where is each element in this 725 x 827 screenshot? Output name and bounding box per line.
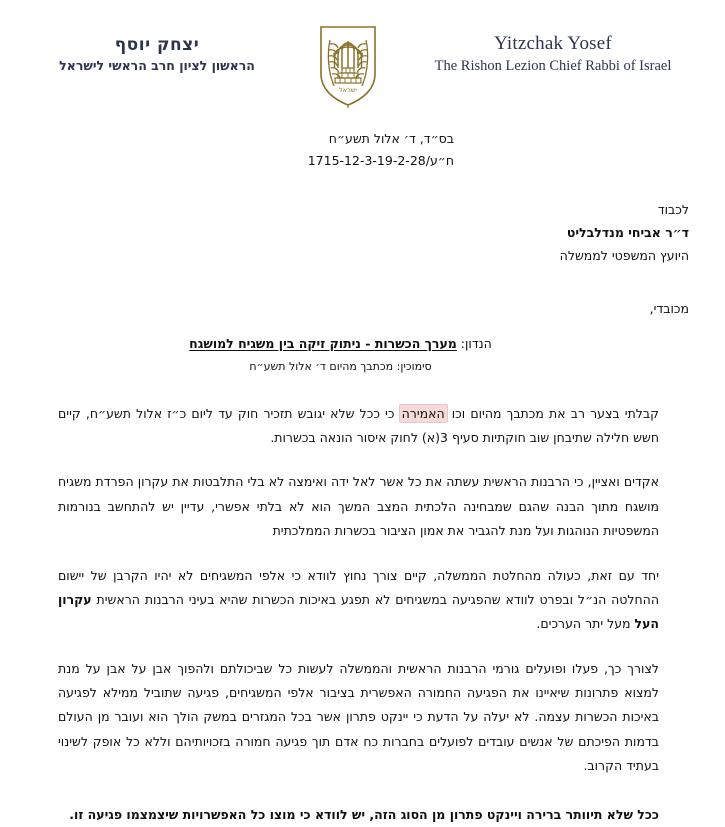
paragraph-1-part-b: כי ככל שלא יגובש תזכיר חוק עד ליום כ״ז אלול תשע״ח, קיים חשש חלילה שתיבחן שוב חוקתיות סעיף 3(א) לחוק איסור הונאה בכשרות. [58, 405, 659, 446]
addressee-salutation-line: לכבוד [657, 201, 689, 217]
hebrew-date: בס״ד, ד׳ אלול תשע״ח [328, 131, 454, 146]
paragraph-1-part-a: קבלתי בצער רב את מכתבך מהיום וכו [446, 405, 659, 421]
letterhead-english-name: Yitzchak Yosef [494, 33, 612, 54]
paragraph-4: לצורך כך, פעלו ופועלים גורמי הרבנות הראשית והממשלה לעשות כל שביכולתם ולהפוך אבן על אבן על מנת למצוא פתרונות שיאיינו את הפגיעה החמורה האפשרית בציבור אלפי המשגיחים, פגיעה שתוביל ממילא לפגיעה באיכות הכשרות עצמה. לא יעלה על הדעת כי יינקט פתרון אשר בכל המגזרים במשק הולך הוא ועובר מן העולם בדמות הפיכתם של אנשים עובדים לפועלים בחברות כח אדם תוך פגיעה חמורה בזכויותיהם וללא כל אופק לשינוי בעתיד הקרוב. [58, 660, 659, 774]
letterhead [0, 0, 725, 94]
letterhead-hebrew-title: הראשון לציון חרב הראשי לישראל [59, 58, 255, 74]
paragraph-5: ככל שלא תיוותר ברירה ויינקט פתרון מן הסוג הזה, יש לוודא כי מוצו כל האפשרויות שיצמצמו פגיעה זו. [69, 806, 659, 822]
subject-block [36, 334, 689, 376]
subject-label: הנדון: [456, 336, 492, 352]
paragraph-3-emphasis: עקרון העל [58, 591, 659, 632]
highlighted-phrase: האמירה [401, 405, 445, 421]
addressee-role: היועץ המשפטי לממשלה [559, 248, 689, 263]
letterhead-english-title: The Rishon Lezion Chief Rabbi of Israel [434, 57, 672, 74]
greeting: מכובדי, [649, 301, 689, 317]
addressee-name: ד״ר אביחי מנדלבליט [566, 224, 689, 240]
reference-number: ח״ע/1715-12-3-19-2-28 [307, 152, 454, 168]
letterhead-hebrew [22, 22, 292, 74]
date-block [264, 128, 454, 172]
paragraph-3 [36, 564, 689, 637]
paragraph-2: אקדים ואציין, כי הרבנות הראשית עשתה את כל אשר לאל ידה ואימצה לא בלי התלבטות את עקרון הפרדת משגיח מושגח מתוך הבנה שהגם שמבחינה הלכתית המצב המשך הוא לא בלתי אפשרי, עדיין יש להתחשב בנורמות המשפטיות הנוהגות ועל מנת להגביר את אמון הציבור בכשרות הממלכתית [58, 474, 659, 539]
subject-reference: סימוכין: מכתבך מהיום ד׳ אלול תשע״ח [249, 360, 432, 374]
paragraph-3-part-a: יחד עם זאת, כעולה מהחלטת הממשלה, קיים צורך נחוץ לוודא כי אלפי המשגיחים לא יהיו הקרבן של יישום ההחלטה הנ״ל ובפרט לוודא שהפגיעה במשגיחים לא תפגע באיכות הכשרות שהיא בעיני הרבנות הראשית [58, 567, 659, 607]
letterhead-english [403, 22, 703, 76]
letterhead-hebrew-name: יצחק יוסף [114, 35, 200, 55]
addressee-block [36, 198, 689, 267]
subject-text: מערך הכשרות - ניתוק זיקה בין משגיח למושגח [189, 336, 457, 352]
paragraph-1 [36, 402, 689, 451]
emblem-of-israel-icon [308, 22, 388, 108]
paragraph-3-part-b: מעל יתר הערכים. [536, 616, 635, 632]
svg-text:ישראל: ישראל [338, 86, 357, 94]
letter-body [0, 128, 725, 827]
